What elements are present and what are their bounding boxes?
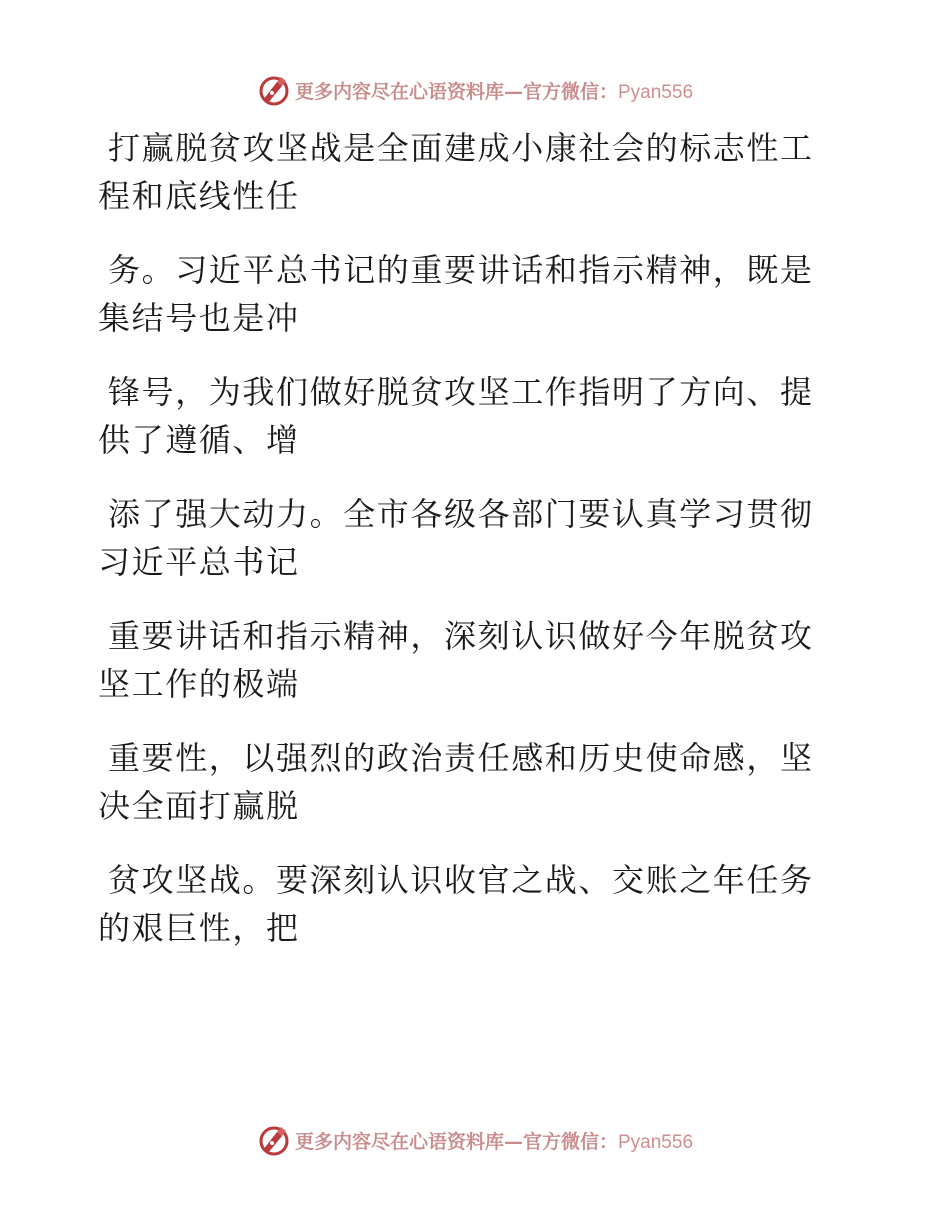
- pen-nib-logo-icon: [257, 1123, 291, 1157]
- footer-banner-text: 更多内容尽在心语资料库—官方微信：Pyan556: [294, 1130, 694, 1153]
- paragraph-line: 贫攻坚战。要深刻认识收官之战、交账之年任务: [108, 861, 814, 899]
- footer-wechat-handle: Pyan556: [618, 1131, 694, 1153]
- paragraph: [98, 734, 858, 830]
- pen-nib-logo-icon: [257, 73, 291, 107]
- paragraph-line: 集结号也是冲: [98, 299, 300, 337]
- paragraph: [98, 246, 858, 342]
- paragraph-line: 重要讲话和指示精神，深刻认识做好今年脱贫攻: [108, 617, 814, 655]
- paragraph: [98, 612, 858, 708]
- paragraph-line: 锋号，为我们做好脱贫攻坚工作指明了方向、提: [108, 373, 814, 411]
- paragraph: [98, 368, 858, 464]
- paragraph-line: 务。习近平总书记的重要讲话和指示精神，既是: [108, 251, 814, 289]
- footer-banner: [0, 1120, 950, 1160]
- paragraph-line: 重要性，以强烈的政治责任感和历史使命感，坚: [108, 739, 814, 777]
- paragraph-line: 的艰巨性，把: [98, 909, 300, 947]
- paragraph: [98, 490, 858, 586]
- paragraph-line: 打赢脱贫攻坚战是全面建成小康社会的标志性工: [108, 129, 814, 167]
- paragraph-line: 习近平总书记: [98, 543, 300, 581]
- paragraph-line: 供了遵循、增: [98, 421, 300, 459]
- header-wechat-handle: Pyan556: [618, 81, 694, 103]
- header-banner: [0, 70, 950, 110]
- header-banner-text: 更多内容尽在心语资料库—官方微信：Pyan556: [294, 80, 694, 103]
- paragraph-line: 程和底线性任: [98, 177, 300, 215]
- document-body: [98, 124, 858, 978]
- paragraph-line: 决全面打赢脱: [98, 787, 300, 825]
- paragraph-line: 添了强大动力。全市各级各部门要认真学习贯彻: [108, 495, 814, 533]
- paragraph-line: 坚工作的极端: [98, 665, 300, 703]
- paragraph: [98, 124, 858, 220]
- paragraph: [98, 856, 858, 952]
